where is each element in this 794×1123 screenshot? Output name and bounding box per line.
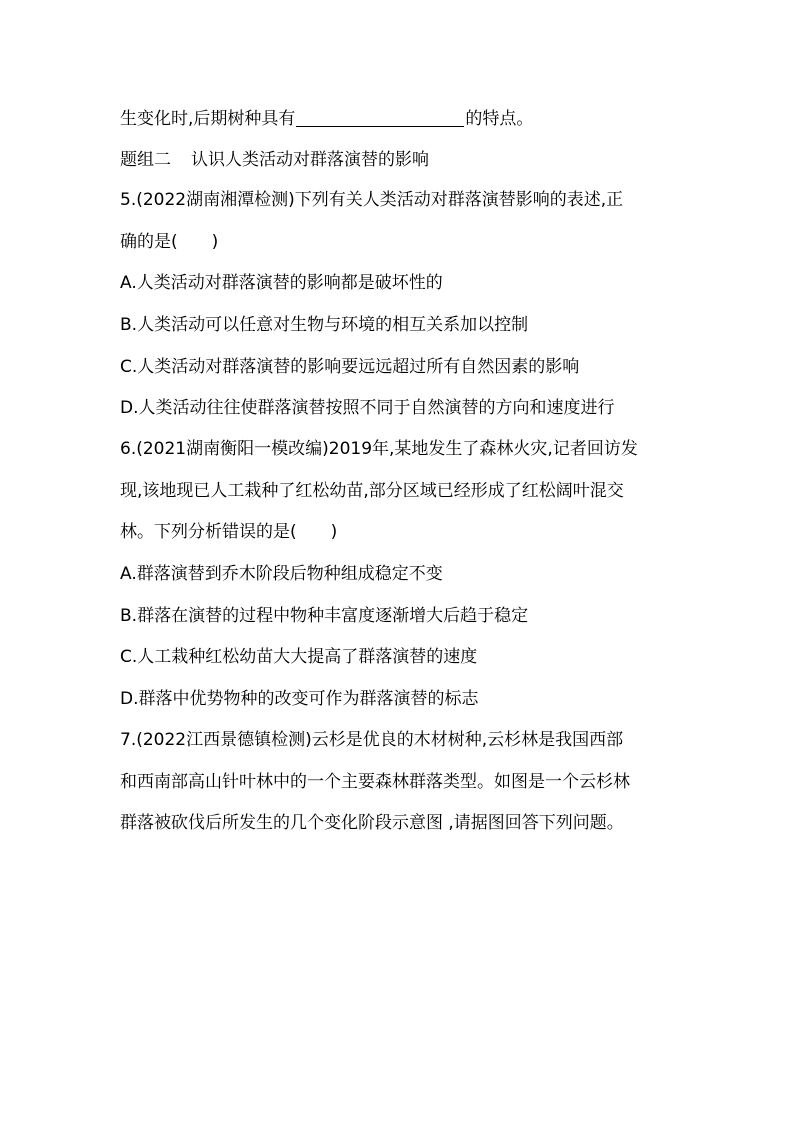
q5-option-b: B.人类活动可以任意对生物与环境的相互关系加以控制 [120,315,529,335]
group-label: 题组二 [120,150,171,170]
q6-option-d: D.群落中优势物种的改变可作为群落演替的标志 [120,689,479,709]
group-title: 认识人类活动对群落演替的影响 [191,150,429,170]
q5-stem-line1: 5.(2022湖南湘潭检测)下列有关人类活动对群落演替影响的表述,正 [120,190,624,210]
q6-option-a: A.群落演替到乔木阶段后物种组成稳定不变 [120,564,443,584]
q5-option-d: D.人类活动往往使群落演替按照不同于自然演替的方向和速度进行 [120,398,615,418]
q7-stem-line1: 7.(2022江西景德镇检测)云杉是优良的木材树种,云杉林是我国西部 [120,730,624,750]
q7-stem-line2: 和西南部高山针叶林中的一个主要森林群落类型。如图是一个云杉林 [120,772,630,792]
q5-stem-line2: 确的是( ) [120,232,219,252]
q6-stem-line3: 林。下列分析错误的是( ) [120,522,338,542]
q5-option-a: A.人类活动对群落演替的影响都是破坏性的 [120,273,443,293]
question-group-heading [120,149,429,171]
q5-option-c: C.人类活动对群落演替的影响要远远超过所有自然因素的影响 [120,357,580,377]
q6-stem-line2: 现,该地现已人工栽种了红松幼苗,部分区域已经形成了红松阔叶混交 [120,481,624,501]
continuation-text-after: 的特点。 [465,109,534,129]
continuation-line [120,108,533,130]
q6-stem-line1: 6.(2021湖南衡阳一模改编)2019年,某地发生了森林火灾,记者回访发 [120,439,638,459]
q7-stem-line3: 群落被砍伐后所发生的几个变化阶段示意图 ,请据图回答下列问题。 [120,813,624,833]
continuation-text-before: 生变化时,后期树种具有 [120,109,296,129]
answer-blank [296,109,464,127]
q6-option-c: C.人工栽种红松幼苗大大提高了群落演替的速度 [120,647,478,667]
q6-option-b: B.群落在演替的过程中物种丰富度逐渐增大后趋于稳定 [120,606,529,626]
